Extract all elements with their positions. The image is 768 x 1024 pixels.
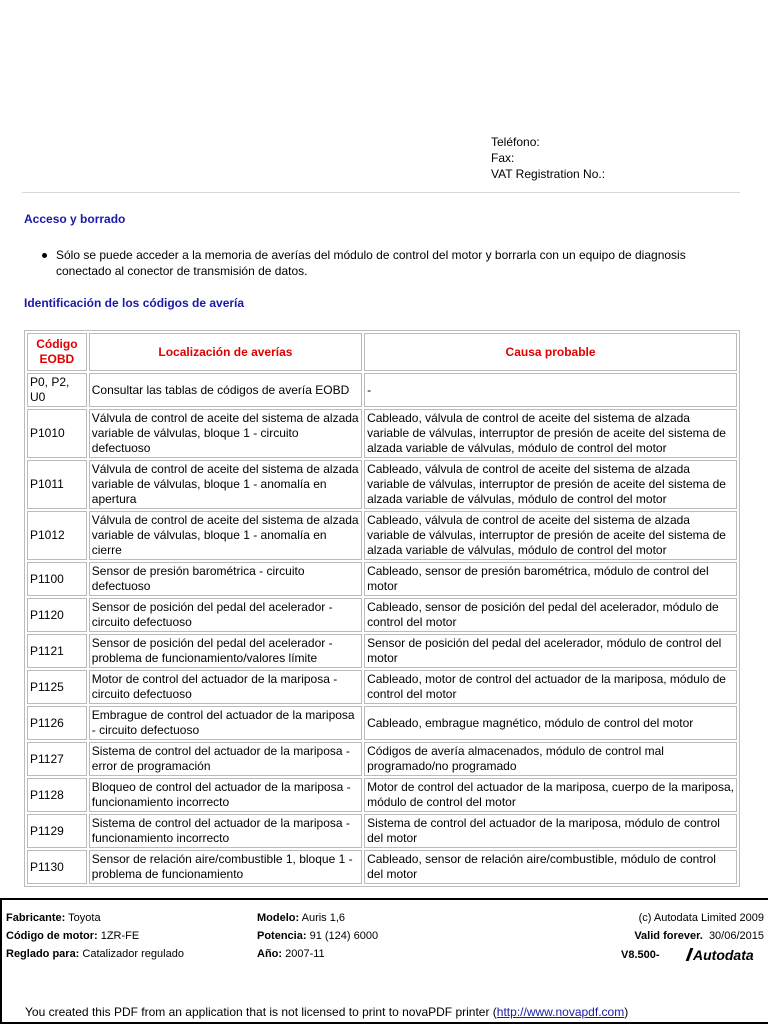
fault-code-table bbox=[24, 330, 740, 887]
table-row bbox=[27, 562, 737, 596]
table-row bbox=[27, 598, 737, 632]
copyright: (c) Autodata Limited 2009 bbox=[638, 912, 764, 924]
header-code: Código EOBD bbox=[27, 333, 87, 371]
table-row bbox=[27, 409, 737, 458]
row-location: Sensor de presión barométrica - circuito defectuoso bbox=[89, 562, 362, 596]
manufacturer: Fabricante: Toyota bbox=[6, 912, 101, 924]
row-cause: - bbox=[364, 373, 737, 407]
table-row bbox=[27, 511, 737, 560]
row-location: Válvula de control de aceite del sistema de alzada variable de válvulas, bloque 1 - anomalía en apertura bbox=[89, 460, 362, 509]
power: Potencia: 91 (124) 6000 bbox=[257, 930, 379, 942]
year: Año: 2007-11 bbox=[257, 948, 325, 960]
table-row bbox=[27, 778, 737, 812]
row-cause: Sistema de control del actuador de la mariposa, módulo de control del motor bbox=[364, 814, 737, 848]
row-code: P0, P2, U0 bbox=[27, 373, 87, 407]
tuned-for: Reglado para: Catalizador regulado bbox=[6, 948, 184, 960]
row-cause: Cableado, sensor de presión barométrica, módulo de control del motor bbox=[364, 562, 737, 596]
access-heading: Acceso y borrado bbox=[24, 212, 126, 226]
row-cause: Cableado, válvula de control de aceite del sistema de alzada variable de válvulas, interruptor de presión de aceite del sistema de alzada variable de válvulas, módulo de control del motor bbox=[364, 409, 737, 458]
row-location: Bloqueo de control del actuador de la mariposa - funcionamiento incorrecto bbox=[89, 778, 362, 812]
row-code: P1125 bbox=[27, 670, 87, 704]
row-location: Válvula de control de aceite del sistema de alzada variable de válvulas, bloque 1 - anomalía en cierre bbox=[89, 511, 362, 560]
row-cause: Códigos de avería almacenados, módulo de control mal programado/no programado bbox=[364, 742, 737, 776]
table-row bbox=[27, 634, 737, 668]
row-cause: Cableado, válvula de control de aceite del sistema de alzada variable de válvulas, interruptor de presión de aceite del sistema de alzada variable de válvulas, módulo de control del motor bbox=[364, 511, 737, 560]
contact-block bbox=[491, 134, 605, 182]
table-row bbox=[27, 706, 737, 740]
table-row bbox=[27, 850, 737, 884]
valid-forever: Valid forever. 30/06/2015 bbox=[634, 930, 764, 942]
row-code: P1100 bbox=[27, 562, 87, 596]
row-cause: Cableado, sensor de relación aire/combustible, módulo de control del motor bbox=[364, 850, 737, 884]
row-code: P1121 bbox=[27, 634, 87, 668]
row-cause: Cableado, motor de control del actuador de la mariposa, módulo de control del motor bbox=[364, 670, 737, 704]
row-location: Sensor de posición del pedal del acelerador - circuito defectuoso bbox=[89, 598, 362, 632]
access-bullet-text: Sólo se puede acceder a la memoria de averías del módulo de control del motor y borrarla con un equipo de diagnosis conectado al conector de transmisión de datos. bbox=[56, 248, 686, 278]
row-cause: Cableado, sensor de posición del pedal del acelerador, módulo de control del motor bbox=[364, 598, 737, 632]
row-location: Motor de control del actuador de la mariposa - circuito defectuoso bbox=[89, 670, 362, 704]
divider bbox=[22, 192, 740, 193]
row-location: Sensor de relación aire/combustible 1, bloque 1 - problema de funcionamiento bbox=[89, 850, 362, 884]
table-row bbox=[27, 460, 737, 509]
table-row bbox=[27, 742, 737, 776]
row-code: P1128 bbox=[27, 778, 87, 812]
table-row bbox=[27, 670, 737, 704]
row-cause: Cableado, válvula de control de aceite del sistema de alzada variable de válvulas, interruptor de presión de aceite del sistema de alzada variable de válvulas, módulo de control del motor bbox=[364, 460, 737, 509]
header-location: Localización de averías bbox=[89, 333, 362, 371]
novapdf-notice: You created this PDF from an application that is not licensed to print to novaPDF printer (http://www.novapdf.com) bbox=[25, 1005, 629, 1019]
row-code: P1010 bbox=[27, 409, 87, 458]
vat-label: VAT Registration No.: bbox=[491, 167, 606, 181]
row-location: Embrague de control del actuador de la mariposa - circuito defectuoso bbox=[89, 706, 362, 740]
row-code: P1127 bbox=[27, 742, 87, 776]
row-code: P1120 bbox=[27, 598, 87, 632]
row-cause: Cableado, embrague magnético, módulo de control del motor bbox=[364, 706, 737, 740]
engine-code: Código de motor: 1ZR-FE bbox=[6, 930, 140, 942]
row-location: Sistema de control del actuador de la mariposa - funcionamiento incorrecto bbox=[89, 814, 362, 848]
row-code: P1126 bbox=[27, 706, 87, 740]
row-code: P1129 bbox=[27, 814, 87, 848]
header-cause: Causa probable bbox=[364, 333, 737, 371]
table-row bbox=[27, 373, 737, 407]
table-header-row bbox=[27, 333, 737, 371]
table-row bbox=[27, 814, 737, 848]
row-location: Válvula de control de aceite del sistema de alzada variable de válvulas, bloque 1 - circuito defectuoso bbox=[89, 409, 362, 458]
bullet-icon bbox=[42, 253, 47, 258]
novapdf-link[interactable]: http://www.novapdf.com bbox=[496, 1005, 625, 1019]
codes-heading: Identificación de los códigos de avería bbox=[24, 296, 245, 310]
phone-label: Teléfono: bbox=[491, 135, 540, 149]
row-location: Consultar las tablas de códigos de avería EOBD bbox=[89, 373, 362, 407]
model: Modelo: Auris 1,6 bbox=[257, 912, 346, 924]
fax-label: Fax: bbox=[491, 151, 515, 165]
row-location: Sistema de control del actuador de la mariposa - error de programación bbox=[89, 742, 362, 776]
row-cause: Sensor de posición del pedal del acelerador, módulo de control del motor bbox=[364, 634, 737, 668]
version: V8.500- bbox=[621, 949, 660, 961]
row-code: P1130 bbox=[27, 850, 87, 884]
row-cause: Motor de control del actuador de la mariposa, cuerpo de la mariposa, módulo de control del motor bbox=[364, 778, 737, 812]
row-code: P1012 bbox=[27, 511, 87, 560]
autodata-logo: Autodata bbox=[688, 947, 754, 963]
access-bullet bbox=[56, 247, 736, 279]
row-code: P1011 bbox=[27, 460, 87, 509]
row-location: Sensor de posición del pedal del acelerador - problema de funcionamiento/valores límite bbox=[89, 634, 362, 668]
table-body bbox=[27, 373, 737, 884]
